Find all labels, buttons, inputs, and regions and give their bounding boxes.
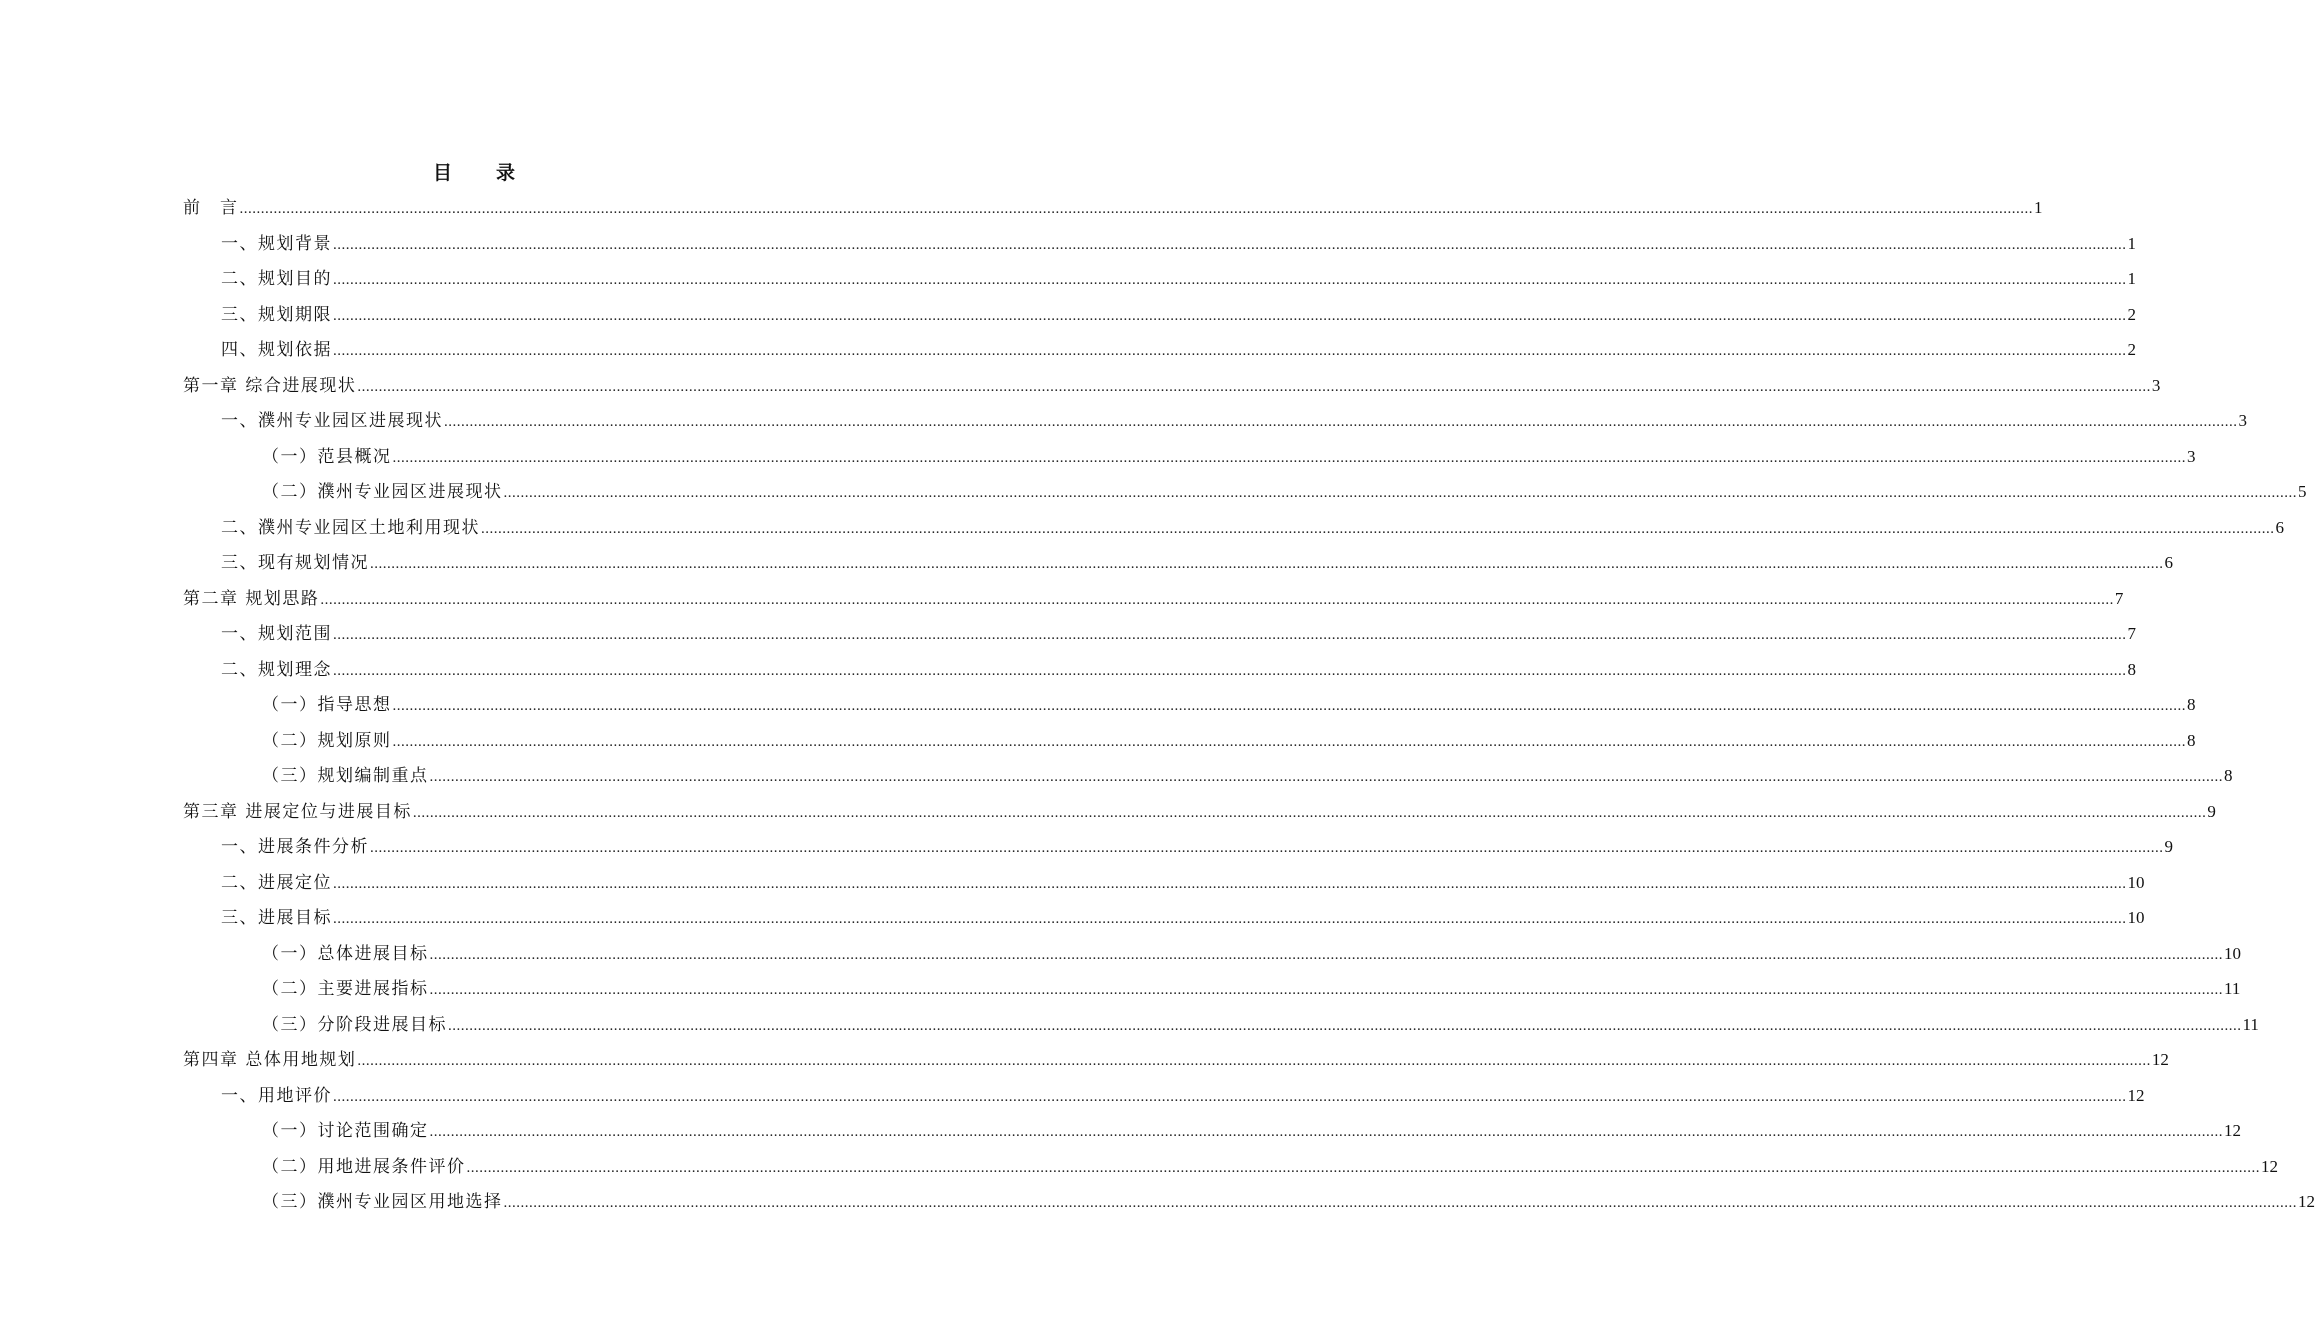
dot-leader: ...................................................................................................................................................................................................................................................................................................................................................................................................................................... <box>333 662 2127 679</box>
dot-leader: ...................................................................................................................................................................................................................................................................................................................................................................................................................................... <box>333 272 2127 288</box>
toc-entry-label: 三、现有规划情况 <box>221 553 369 573</box>
toc-entry-label: （二）主要进展指标 <box>262 979 429 999</box>
toc-entry[interactable] <box>221 619 2136 649</box>
toc-entry-label: 一、进展条件分析 <box>221 837 369 857</box>
toc-entry[interactable] <box>221 264 2136 294</box>
toc-entry-label: （一）范县概况 <box>262 446 392 467</box>
dot-leader: ...................................................................................................................................................................................................................................................................................................................................................................................................................................... <box>392 449 2186 466</box>
dot-leader: ...................................................................................................................................................................................................................................................................................................................................................................................................................................... <box>333 911 2127 927</box>
toc-entry[interactable] <box>262 1010 2259 1040</box>
toc-page-number: 6 <box>2275 517 2284 537</box>
dot-leader: ...................................................................................................................................................................................................................................................................................................................................................................................................................................... <box>503 1195 2297 1211</box>
toc-entry-label: 第二章 规划思路 <box>183 588 320 609</box>
toc-page-number: 8 <box>2224 766 2233 785</box>
toc-entry-label: 二、进展定位 <box>221 872 332 893</box>
toc-entry-label: 前 言 <box>183 198 239 218</box>
dot-leader: ...................................................................................................................................................................................................................................................................................................................................................................................................................................... <box>370 840 2164 856</box>
toc-entry-label: 第三章 进展定位与进展目标 <box>183 801 412 822</box>
toc-page-number: 2 <box>2127 340 2136 359</box>
toc-entry-label: （三）规划编制重点 <box>262 766 429 786</box>
toc-entry-label: （三）分阶段进展目标 <box>262 1014 447 1035</box>
toc-entry-label: 一、规划范围 <box>221 624 332 644</box>
toc-entry[interactable] <box>183 193 2043 223</box>
toc-title: 目 录 <box>432 162 517 184</box>
dot-leader: ...................................................................................................................................................................................................................................................................................................................................................................................................................................... <box>333 236 2127 253</box>
toc-entry[interactable] <box>262 939 2241 969</box>
toc-page-number: 3 <box>2151 375 2161 395</box>
dot-leader: ...................................................................................................................................................................................................................................................................................................................................................................................................................................... <box>239 201 2033 217</box>
dot-leader: ...................................................................................................................................................................................................................................................................................................................................................................................................................................... <box>333 875 2127 892</box>
dot-leader: ...................................................................................................................................................................................................................................................................................................................................................................................................................................... <box>370 556 2164 572</box>
dot-leader: ...................................................................................................................................................................................................................................................................................................................................................................................................................................... <box>333 307 2127 324</box>
dot-leader: ...................................................................................................................................................................................................................................................................................................................................................................................................................................... <box>429 946 2223 963</box>
toc-entry[interactable] <box>262 1116 2241 1146</box>
toc-page-number: 9 <box>2164 837 2173 856</box>
toc-entry[interactable] <box>262 974 2241 1004</box>
toc-entry[interactable] <box>221 406 2247 436</box>
toc-page-number: 1 <box>2127 233 2136 253</box>
toc-page-number: 12 <box>2261 1156 2278 1176</box>
toc-entry-label: 三、规划期限 <box>221 304 332 325</box>
toc-page-number: 10 <box>2127 872 2145 892</box>
toc-entry-label: 三、进展目标 <box>221 908 332 928</box>
dot-leader: ...................................................................................................................................................................................................................................................................................................................................................................................................................................... <box>429 982 2223 998</box>
toc-entry-label: 第一章 综合进展现状 <box>183 375 357 396</box>
toc-entry[interactable] <box>221 655 2136 685</box>
toc-entry-label: 二、规划理念 <box>221 659 332 680</box>
dot-leader: ...................................................................................................................................................................................................................................................................................................................................................................................................................................... <box>357 378 2151 395</box>
dot-leader: ...................................................................................................................................................................................................................................................................................................................................................................................................................................... <box>333 343 2127 359</box>
dot-leader: ...................................................................................................................................................................................................................................................................................................................................................................................................................................... <box>392 733 2186 750</box>
dot-leader: ...................................................................................................................................................................................................................................................................................................................................................................................................................................... <box>320 591 2114 608</box>
toc-page-number: 12 <box>2298 1192 2315 1211</box>
toc-entry-label: 一、规划背景 <box>221 233 332 254</box>
toc-page-number: 12 <box>2224 1121 2241 1140</box>
toc-entry[interactable] <box>262 1152 2278 1182</box>
toc-page-number: 8 <box>2187 695 2196 714</box>
dot-leader: ...................................................................................................................................................................................................................................................................................................................................................................................................................................... <box>333 627 2127 643</box>
toc-entry[interactable] <box>221 335 2136 365</box>
toc-entry-label: （三）濮州专业园区用地选择 <box>262 1192 503 1212</box>
toc-page-number: 3 <box>2187 446 2196 466</box>
toc-entry-label: （二）规划原则 <box>262 730 392 751</box>
dot-leader: ...................................................................................................................................................................................................................................................................................................................................................................................................................................... <box>429 769 2223 785</box>
toc-entry[interactable] <box>183 797 2216 827</box>
toc-page-number: 12 <box>2151 1050 2169 1069</box>
toc-entry-label: 二、濮州专业园区土地利用现状 <box>221 517 480 538</box>
dot-leader: ...................................................................................................................................................................................................................................................................................................................................................................................................................................... <box>412 804 2207 821</box>
toc-page-number: 5 <box>2298 482 2307 501</box>
toc-page-number: 6 <box>2164 553 2173 572</box>
toc-entry[interactable] <box>221 868 2145 898</box>
dot-leader: ...................................................................................................................................................................................................................................................................................................................................................................................................................................... <box>392 698 2186 714</box>
toc-page-number: 7 <box>2127 624 2136 643</box>
toc-entry-label: 一、濮州专业园区进展现状 <box>221 411 443 431</box>
toc-entry-label: （二）濮州专业园区进展现状 <box>262 482 503 502</box>
toc-page-number: 10 <box>2127 908 2145 927</box>
toc-entry[interactable] <box>183 584 2124 614</box>
dot-leader: ...................................................................................................................................................................................................................................................................................................................................................................................................................................... <box>429 1124 2223 1140</box>
toc-entry[interactable] <box>221 548 2173 578</box>
toc-entry[interactable] <box>262 761 2233 791</box>
dot-leader: ...................................................................................................................................................................................................................................................................................................................................................................................................................................... <box>448 1017 2242 1034</box>
toc-page-number: 1 <box>2034 198 2043 217</box>
toc-page-number: 11 <box>2224 979 2241 998</box>
toc-entry[interactable] <box>262 1187 2315 1217</box>
toc-entry-label: （一）讨论范围确定 <box>262 1121 429 1141</box>
toc-entry[interactable] <box>221 1081 2145 1111</box>
toc-entry[interactable] <box>262 690 2196 720</box>
toc-page-number: 2 <box>2127 304 2136 324</box>
dot-leader: ...................................................................................................................................................................................................................................................................................................................................................................................................................................... <box>444 414 2238 430</box>
toc-page-number: 3 <box>2238 411 2247 430</box>
toc-entry[interactable] <box>262 726 2196 756</box>
toc-page-number: 7 <box>2114 588 2124 608</box>
toc-page-number: 11 <box>2242 1014 2259 1034</box>
toc-page-number: 12 <box>2127 1085 2145 1105</box>
dot-leader: ...................................................................................................................................................................................................................................................................................................................................................................................................................................... <box>466 1159 2260 1176</box>
toc-entry-label: （一）指导思想 <box>262 695 392 715</box>
toc-entry[interactable] <box>221 903 2145 933</box>
toc-entry-label: 二、规划目的 <box>221 269 332 289</box>
toc-page-number: 8 <box>2187 730 2196 750</box>
dot-leader: ...................................................................................................................................................................................................................................................................................................................................................................................................................................... <box>481 520 2275 537</box>
toc-entry[interactable] <box>183 1045 2169 1075</box>
toc-entry[interactable] <box>262 477 2307 507</box>
toc-entry-label: 四、规划依据 <box>221 340 332 360</box>
toc-entry[interactable] <box>262 442 2196 472</box>
toc-entry[interactable] <box>221 513 2284 543</box>
toc-entry-label: （一）总体进展目标 <box>262 943 429 964</box>
toc-page-number: 9 <box>2207 801 2216 821</box>
toc-entry[interactable] <box>221 300 2136 330</box>
toc-page-number: 1 <box>2127 269 2136 288</box>
dot-leader: ...................................................................................................................................................................................................................................................................................................................................................................................................................................... <box>357 1053 2151 1069</box>
toc-entry-label: 一、用地评价 <box>221 1085 332 1106</box>
toc-page-number: 10 <box>2224 943 2241 963</box>
toc-entry[interactable] <box>183 371 2161 401</box>
dot-leader: ...................................................................................................................................................................................................................................................................................................................................................................................................................................... <box>333 1088 2127 1105</box>
toc-entry[interactable] <box>221 832 2173 862</box>
toc-entry-label: 第四章 总体用地规划 <box>183 1050 357 1070</box>
dot-leader: ...................................................................................................................................................................................................................................................................................................................................................................................................................................... <box>503 485 2297 501</box>
toc-page-number: 8 <box>2127 659 2136 679</box>
toc-entry[interactable] <box>221 229 2136 259</box>
toc-entry-label: （二）用地进展条件评价 <box>262 1156 466 1177</box>
